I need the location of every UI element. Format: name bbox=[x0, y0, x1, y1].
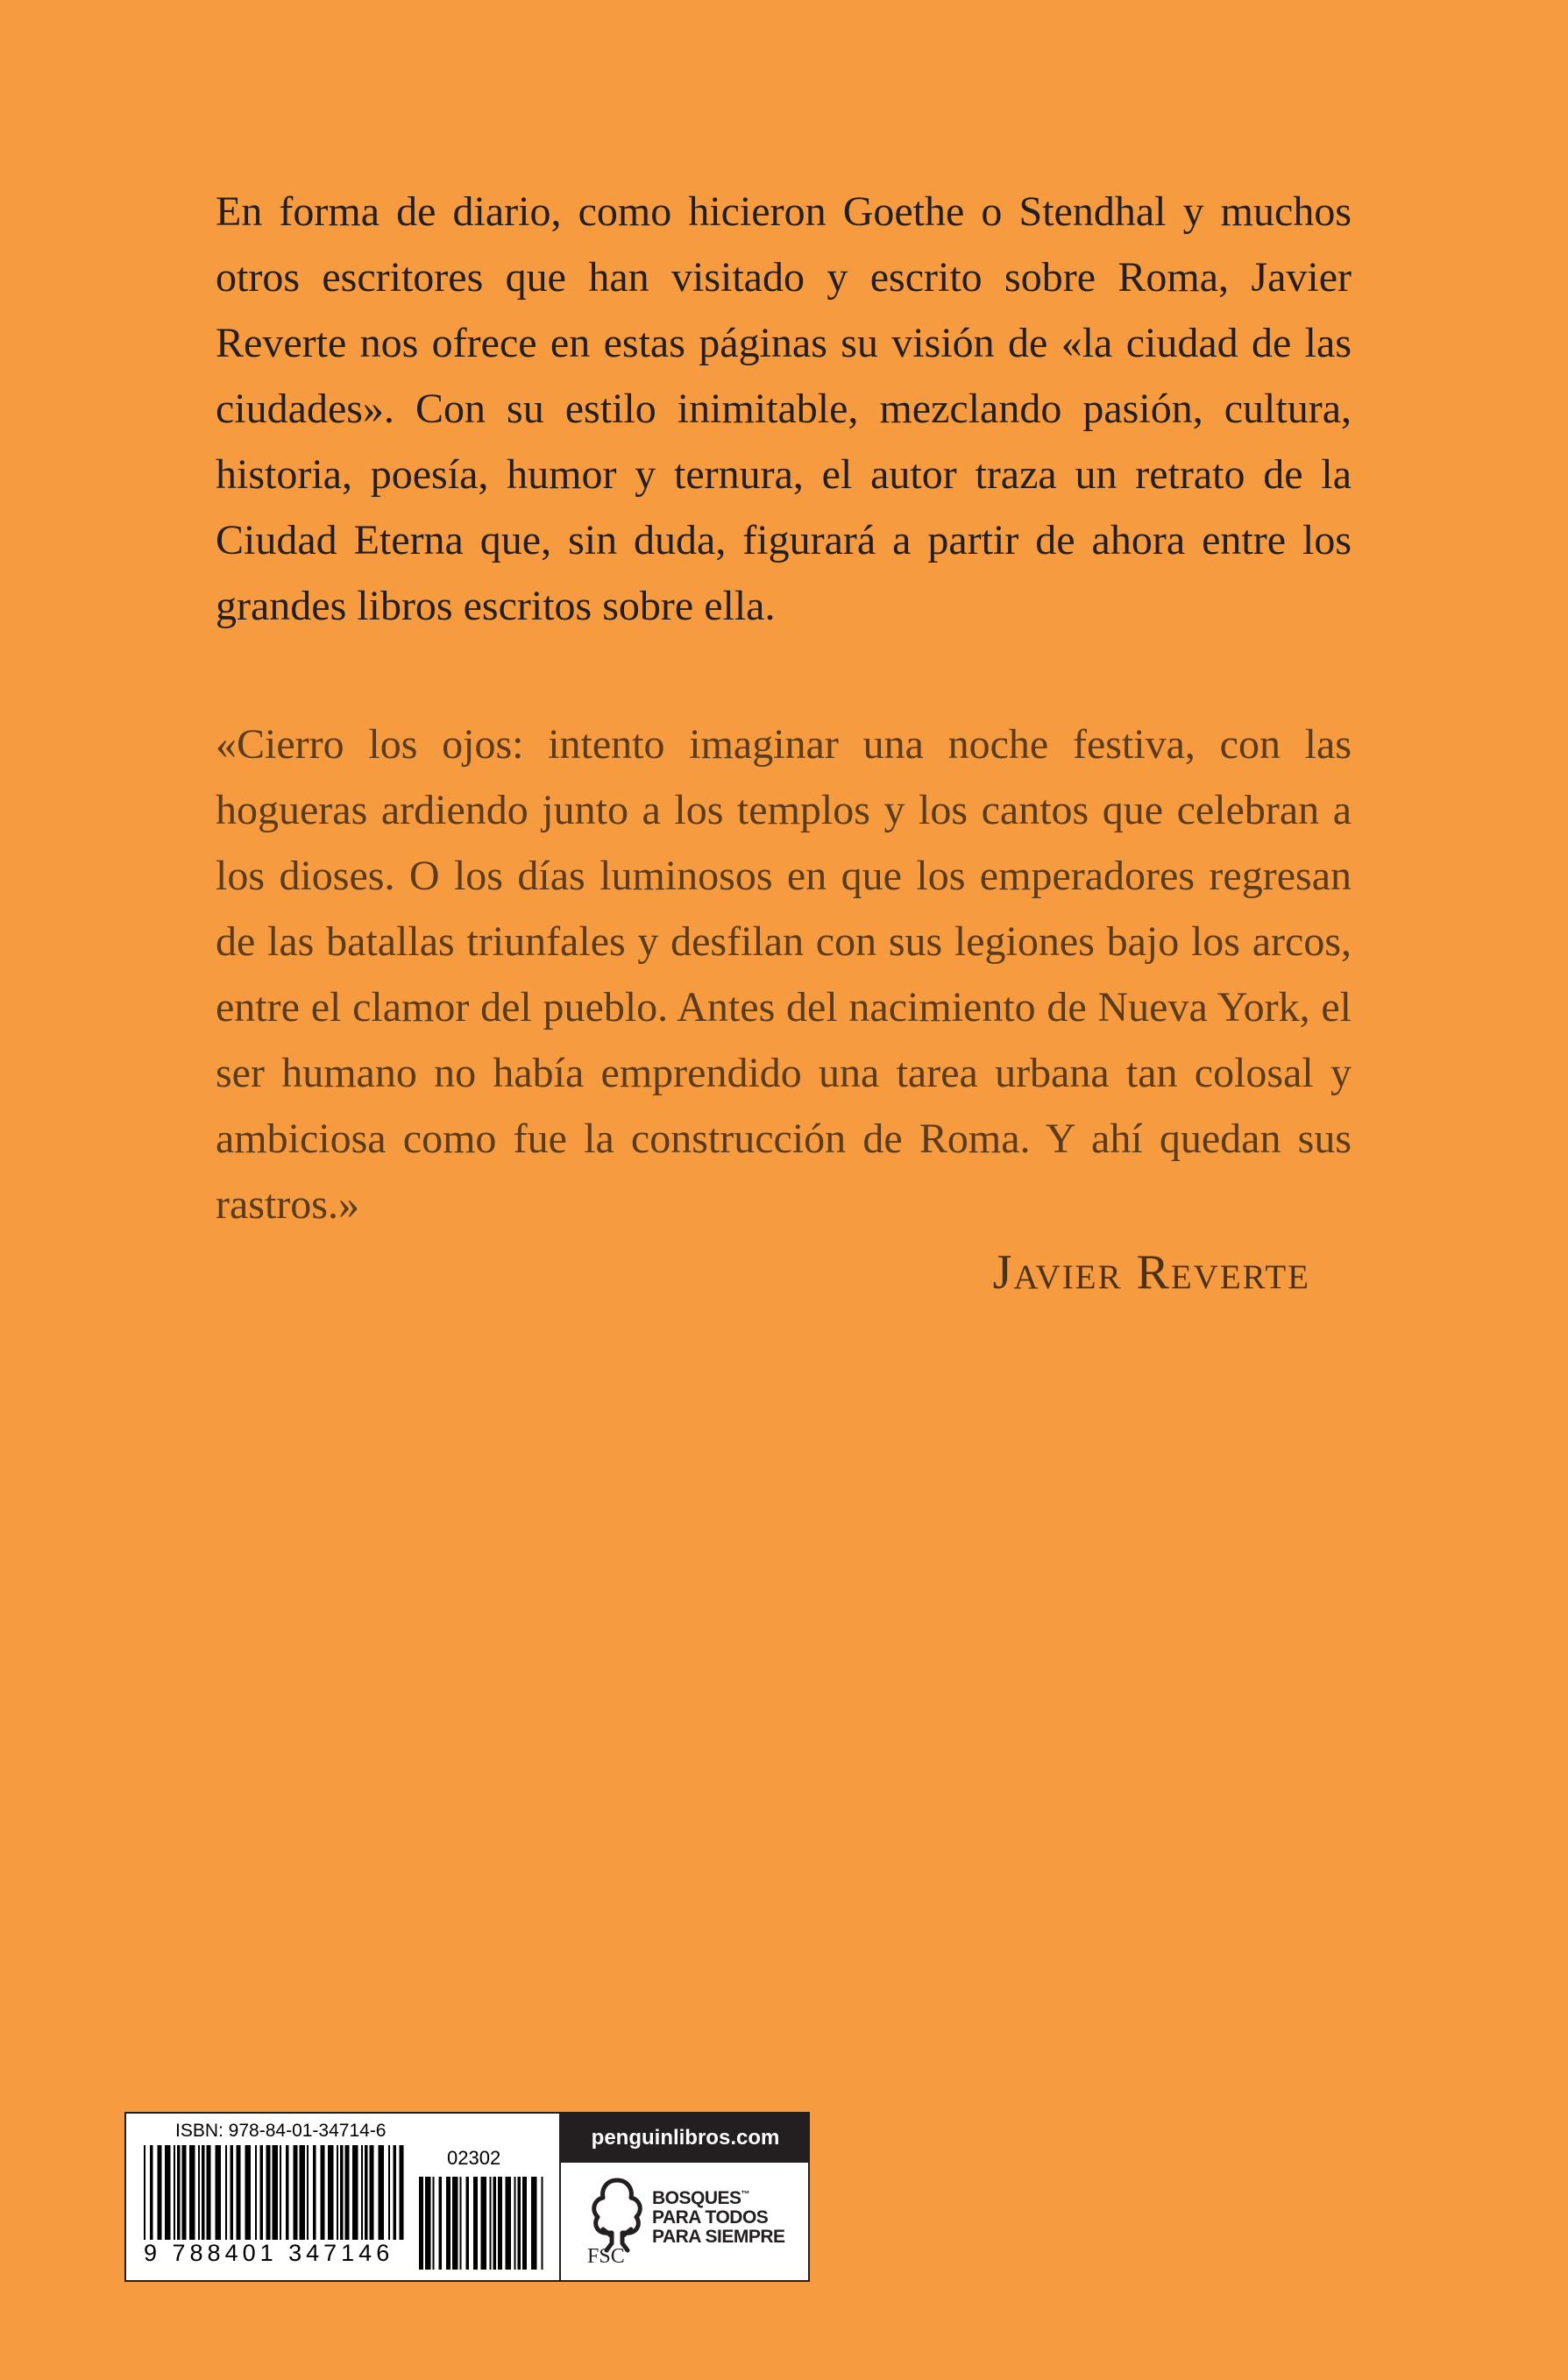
barcode-bar bbox=[531, 2177, 537, 2270]
barcode-bar bbox=[361, 2145, 363, 2240]
barcode-bar bbox=[260, 2145, 264, 2240]
barcode-bar bbox=[379, 2145, 385, 2240]
barcode-bar bbox=[493, 2177, 497, 2270]
barcode-addon-icon bbox=[419, 2177, 547, 2270]
barcode-bar bbox=[452, 2177, 458, 2270]
barcode-bar bbox=[328, 2145, 334, 2240]
barcode-bar bbox=[419, 2177, 423, 2270]
barcode-bar bbox=[307, 2145, 309, 2240]
barcode-box bbox=[124, 2112, 810, 2282]
ean-digits: 9 788401 347146 bbox=[144, 2240, 394, 2266]
barcode-bar bbox=[144, 2145, 145, 2240]
barcode-bar bbox=[294, 2145, 298, 2240]
barcode-bar bbox=[337, 2145, 338, 2240]
barcode-bar bbox=[273, 2145, 279, 2240]
barcode-bar bbox=[300, 2145, 306, 2240]
barcode-bar bbox=[231, 2145, 234, 2240]
author-name: Javier Reverte bbox=[992, 1245, 1310, 1300]
barcode-bar bbox=[150, 2145, 153, 2240]
barcode-bar bbox=[425, 2177, 431, 2270]
barcode-bar bbox=[174, 2145, 175, 2240]
barcode-bar bbox=[460, 2177, 462, 2270]
synopsis-paragraph: En forma de diario, como hicieron Goethe o Stendhal y muchos otros escritores que han visitado y escrito sobre Roma, Javier Reverte nos ofrece en estas páginas su visión de «la ciudad de las ciudades». Con su estilo inimitable, mezclando pasión, cultura, historia, poesía, humor y ternura, el autor traza un retrato de la Ciudad Eterna que, sin duda, figurará a partir de ahora entre los grandes libros escritos sobre ella. bbox=[216, 188, 1352, 629]
barcode-bar bbox=[490, 2177, 492, 2270]
fsc-slogan-line2: PARA TODOS bbox=[652, 2207, 769, 2228]
barcode-bar bbox=[394, 2145, 397, 2240]
barcode-bar bbox=[345, 2145, 350, 2240]
barcode-bar bbox=[542, 2177, 543, 2270]
trademark-mark: ™ bbox=[741, 2190, 750, 2199]
barcode-bar bbox=[400, 2145, 404, 2240]
barcode-bar bbox=[202, 2145, 205, 2240]
barcode-bar bbox=[237, 2145, 241, 2240]
barcode-bar bbox=[340, 2145, 344, 2240]
barcode-bar bbox=[522, 2177, 527, 2270]
barcode-bar bbox=[198, 2145, 200, 2240]
barcode-bar bbox=[225, 2145, 227, 2240]
fsc-slogan-line3: PARA SIEMPRE bbox=[652, 2227, 785, 2247]
fsc-label: FSC bbox=[587, 2245, 625, 2268]
price-code: 02302 bbox=[447, 2147, 501, 2169]
barcode-bar bbox=[439, 2177, 443, 2270]
isbn-label: ISBN: 978-84-01-34714-6 bbox=[175, 2121, 387, 2141]
barcode-bar bbox=[207, 2145, 211, 2240]
barcode-bar bbox=[365, 2145, 368, 2240]
barcode-bar bbox=[189, 2145, 195, 2240]
fsc-slogan bbox=[652, 2185, 785, 2247]
barcode-bar bbox=[388, 2145, 390, 2240]
publisher-panel bbox=[559, 2114, 810, 2280]
barcode-bar bbox=[446, 2177, 451, 2270]
barcode-bar bbox=[466, 2177, 470, 2270]
barcode-bar bbox=[321, 2145, 325, 2240]
isbn-area bbox=[126, 2114, 559, 2280]
quote-paragraph: «Cierro los ojos: intento imaginar una noche festiva, con las hogueras ardiendo junto a los templos y los cantos que celebran a los dioses. O los días luminosos en que los emperadores regresan de las batallas triunfales y desfilan con sus legiones bajo los arcos, entre el clamor del pueblo. Antes del nacimiento de Nueva York, el ser humano no había emprendido una tarea urbana tan colosal y ambiciosa como fue la construcción de Roma. Y ahí quedan sus rastros.» bbox=[216, 721, 1352, 1228]
barcode-bar bbox=[514, 2177, 516, 2270]
website-link[interactable]: penguinlibros.com bbox=[561, 2114, 810, 2163]
barcode-bar bbox=[433, 2177, 435, 2270]
barcode-bar bbox=[158, 2145, 162, 2240]
barcode-bar bbox=[165, 2145, 171, 2240]
fsc-slogan-line1: BOSQUES bbox=[652, 2188, 741, 2208]
barcode-bar bbox=[352, 2145, 358, 2240]
barcode-bar bbox=[498, 2177, 502, 2270]
barcode-bar bbox=[313, 2145, 316, 2240]
barcode-bar bbox=[182, 2145, 187, 2240]
barcode-bar bbox=[518, 2177, 521, 2270]
barcode-bar bbox=[286, 2145, 289, 2240]
barcode-bar bbox=[216, 2145, 222, 2240]
barcode-bar bbox=[177, 2145, 181, 2240]
barcode-bar bbox=[266, 2145, 271, 2240]
barcode-main-icon bbox=[144, 2145, 442, 2240]
barcode-bar bbox=[255, 2145, 257, 2240]
barcode-bar bbox=[280, 2145, 281, 2240]
barcode-bar bbox=[245, 2145, 252, 2240]
barcode-bar bbox=[473, 2177, 478, 2270]
barcode-bar bbox=[370, 2145, 374, 2240]
barcode-bar bbox=[506, 2177, 512, 2270]
barcode-bar bbox=[481, 2177, 487, 2270]
